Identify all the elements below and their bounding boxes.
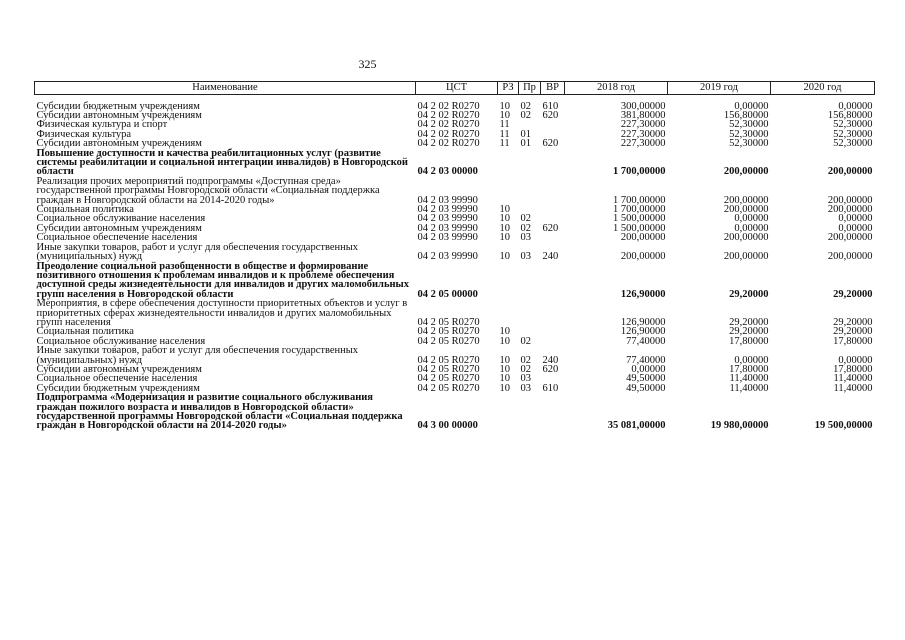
row-vr [541,393,565,431]
row-2018: 77,40000 [626,354,666,366]
row-vr: 240 [542,354,559,366]
row-rz [498,177,519,205]
row-pr: 03 [520,232,531,244]
row-2019: 200,00000 [723,194,769,206]
row-2019: 29,20000 [729,316,769,328]
row-2019: 29,20000 [729,288,769,300]
row-pr: 02 [520,335,531,347]
row-2018: 1 700,00000 [613,204,666,216]
row-rz: 10 [499,326,510,338]
row-name: Реализация прочих мероприятий подпрограммы «Доступная среда» государственной программы Новгородской области «Социальная поддержка граждан в Новгородской области на 2014-2020 годы» [36,175,380,206]
header-rz: РЗ [498,82,519,95]
row-pr [519,262,541,300]
row-2020: 52,30000 [833,138,873,150]
table-row [35,346,875,365]
row-2020: 200,00000 [827,166,873,178]
row-name: Социальная политика [36,204,134,216]
row-rz: 10 [499,213,510,225]
row-2019: 200,00000 [723,251,769,263]
row-2018: 126,90000 [620,316,666,328]
row-2018: 77,40000 [626,335,666,347]
row-name: Мероприятия, в сфере обеспечения доступности приоритетных объектов и услуг в приоритетных сферах жизнедеятельности инвалидов и других маломобильных групп населения [36,298,408,328]
row-vr: 610 [542,100,559,112]
row-2020: 29,20000 [833,316,873,328]
row-cst: 04 2 02 R0270 [417,100,480,112]
row-cst: 04 2 02 R0270 [417,128,480,140]
row-vr [541,299,565,327]
row-name: Физическая культура и спорт [36,119,168,131]
row-name: Физическая культура [36,128,132,140]
row-pr [519,393,541,431]
row-vr: 620 [542,110,559,121]
row-2018: 35 081,00000 [607,420,666,432]
row-rz [498,393,519,431]
row-cst: 04 2 05 R0270 [417,326,480,338]
row-rz: 10 [499,354,510,366]
row-2020: 29,20000 [833,288,873,300]
table-row [35,262,875,300]
row-cst: 04 2 03 99990 [417,232,478,244]
row-pr: 01 [520,138,531,150]
row-2020: 11,40000 [833,382,873,394]
row-2019: 11,40000 [729,382,769,394]
row-name: Социальное обслуживание населения [36,335,206,347]
row-name: Субсидии автономным учреждениям [36,363,202,375]
row-vr [541,177,565,205]
header-vr: ВР [541,82,565,95]
row-2019: 17,80000 [729,363,769,375]
table-row [35,243,875,262]
row-pr [519,299,541,327]
row-2018: 200,00000 [620,251,666,263]
row-2019: 52,30000 [729,119,769,131]
row-rz: 10 [499,251,510,263]
row-2018: 1 700,00000 [613,166,666,178]
row-name: Социальное обслуживание населения [36,213,206,225]
row-rz [498,299,519,327]
row-rz: 11 [499,138,510,150]
row-2019: 11,40000 [729,373,769,385]
row-cst: 04 2 02 R0270 [417,119,480,131]
row-2019: 0,00000 [734,222,769,234]
row-name: Социальная политика [36,326,134,338]
row-2018: 0,00000 [631,363,666,375]
row-2020: 0,00000 [838,222,873,234]
row-cst: 04 2 03 99990 [417,194,478,206]
row-2020: 0,00000 [838,354,873,366]
row-2018: 300,00000 [620,100,666,112]
row-name: Социальное обеспечение населения [36,232,198,244]
row-vr: 620 [542,363,559,375]
row-2018: 381,80000 [620,110,666,121]
row-cst: 04 2 05 R0270 [417,363,480,375]
row-2020: 200,00000 [827,204,873,216]
row-cst: 04 2 03 99990 [417,251,478,263]
row-2019: 200,00000 [723,232,769,244]
row-pr [519,149,541,177]
header-2020: 2020 год [771,82,875,95]
row-2019: 200,00000 [723,166,769,178]
row-2018: 227,30000 [620,119,666,131]
row-rz: 10 [499,110,510,121]
row-cst: 04 2 05 R0270 [417,382,480,394]
row-2019: 156,80000 [723,110,769,121]
row-name: Субсидии бюджетным учреждениям [36,100,200,112]
row-cst: 04 2 05 00000 [417,288,478,300]
row-2018: 1 500,00000 [613,213,666,225]
row-2019: 0,00000 [734,354,769,366]
row-rz: 10 [499,232,510,244]
table-row [35,149,875,177]
row-pr: 03 [520,382,531,394]
row-2020: 156,80000 [827,110,873,121]
row-cst: 04 2 05 R0270 [417,335,480,347]
row-2018: 227,30000 [620,138,666,150]
row-pr: 01 [520,128,531,140]
row-cst: 04 2 05 R0270 [417,354,480,366]
row-name: Субсидии автономным учреждениям [36,110,202,121]
row-rz: 10 [499,222,510,234]
row-2018: 200,00000 [620,232,666,244]
table-header-row [35,82,875,95]
header-pr: Пр [519,82,541,95]
row-rz: 10 [499,382,510,394]
table-body [35,95,875,431]
table-row [35,393,875,431]
row-rz: 10 [499,100,510,112]
row-2019: 19 980,00000 [710,420,769,432]
row-name: Субсидии автономным учреждениям [36,138,202,150]
row-2020: 19 500,00000 [814,420,873,432]
row-rz: 10 [499,363,510,375]
row-2020: 52,30000 [833,128,873,140]
row-vr: 610 [542,382,559,394]
row-vr [541,327,565,336]
row-2019: 29,20000 [729,326,769,338]
row-cst: 04 2 02 R0270 [417,138,480,150]
row-pr: 02 [520,222,531,234]
row-rz: 11 [499,119,510,131]
row-2019: 200,00000 [723,204,769,216]
row-2019: 52,30000 [729,138,769,150]
row-2018: 49,50000 [626,382,666,394]
table-row [35,95,875,112]
row-2018: 1 700,00000 [613,194,666,206]
row-2019: 52,30000 [729,128,769,140]
row-2020: 200,00000 [827,251,873,263]
row-rz: 11 [499,128,510,140]
row-2020: 29,20000 [833,326,873,338]
row-2020: 200,00000 [827,232,873,244]
row-2019: 0,00000 [734,213,769,225]
row-cst: 04 2 03 99990 [417,204,478,216]
row-2018: 126,90000 [620,326,666,338]
header-name: Наименование [35,82,416,95]
row-2018: 1 500,00000 [613,222,666,234]
row-rz: 10 [499,204,510,216]
row-vr: 620 [542,222,559,234]
row-2018: 126,90000 [620,288,666,300]
row-pr: 02 [520,363,531,375]
row-vr [541,120,565,129]
header-2019: 2019 год [668,82,771,95]
row-name: Преодоление социальной разобщенности в обществе и формирование позитивного отношения к проблемам инвалидов и к проблеме обеспечения доступной среды жизнедеятельности для инвалидов и других маломобильных групп населения в Новгородской области [36,260,409,300]
row-pr: 03 [520,251,531,263]
row-name: Субсидии бюджетным учреждениям [36,382,200,394]
row-name: Повышение доступности и качества реабилитационных услуг (развитие системы реабилитации и социальной интеграции инвалидов) в Новгородской области [36,147,408,178]
row-rz: 10 [499,335,510,347]
row-2020: 200,00000 [827,194,873,206]
row-vr: 620 [542,138,559,150]
row-vr [541,337,565,346]
row-pr: 03 [520,373,531,385]
row-pr: 02 [520,213,531,225]
row-2019: 0,00000 [734,100,769,112]
row-cst: 04 2 02 R0270 [417,110,480,121]
header-cst: ЦСТ [416,82,498,95]
row-name: Иные закупки товаров, работ и услуг для обеспечения государственных (муниципальных) нужд [36,241,359,263]
row-rz [498,262,519,300]
row-pr: 02 [520,110,531,121]
row-vr [541,205,565,214]
row-name: Социальное обеспечение населения [36,373,198,385]
row-name: Подпрограмма «Модернизация и развитие социального обслуживания граждан пожилого возраста и инвалидов в Новгородской области» государственной программы Новгородской области «Социальная поддержка граждан в Новгородской области на 2014-2020 годы» [36,392,403,432]
row-2018: 49,50000 [626,373,666,385]
budget-table [34,81,875,431]
row-2020: 17,80000 [833,335,873,347]
row-cst: 04 3 00 00000 [417,420,478,432]
row-pr [519,177,541,205]
row-pr: 02 [520,100,531,112]
row-vr [541,233,565,242]
row-2018: 227,30000 [620,128,666,140]
row-name: Иные закупки товаров, работ и услуг для обеспечения государственных (муниципальных) нужд [36,345,359,366]
row-name: Субсидии автономным учреждениям [36,222,202,234]
row-rz [498,149,519,177]
row-cst: 04 2 05 R0270 [417,316,480,328]
row-2020: 0,00000 [838,213,873,225]
row-2020: 0,00000 [838,100,873,112]
row-rz: 10 [499,373,510,385]
table-row [35,299,875,327]
row-2020: 17,80000 [833,363,873,375]
row-cst: 04 2 05 R0270 [417,373,480,385]
row-vr [541,149,565,177]
row-cst: 04 2 03 00000 [417,166,478,178]
row-2019: 17,80000 [729,335,769,347]
row-vr [541,262,565,300]
row-vr: 240 [542,251,559,263]
header-2018: 2018 год [565,82,668,95]
page-number: 325 [358,57,377,71]
row-cst: 04 2 03 99990 [417,222,478,234]
row-cst: 04 2 03 99990 [417,213,478,225]
row-pr: 02 [520,354,531,366]
table-row [35,177,875,205]
row-2020: 52,30000 [833,119,873,131]
row-2020: 11,40000 [833,373,873,385]
